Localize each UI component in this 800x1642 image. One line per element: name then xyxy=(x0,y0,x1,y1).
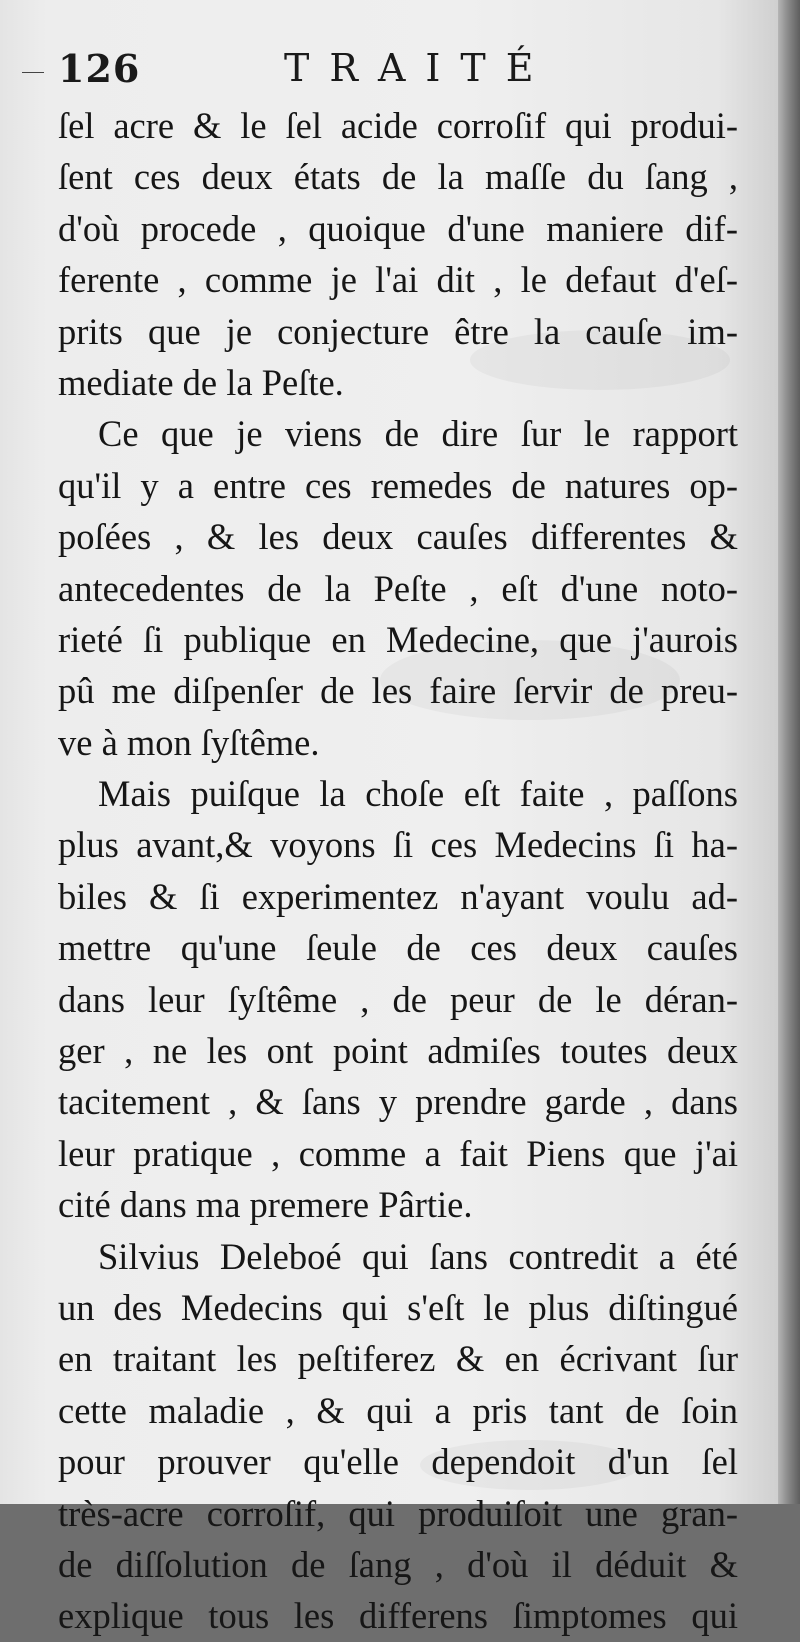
text-line: biles & ſi experimentez n'ayant voulu ad- xyxy=(58,875,738,917)
text-line: un des Medecins qui s'eſt le plus diſtingué xyxy=(58,1286,738,1328)
page-number: 126 xyxy=(58,46,141,91)
text-line: cité dans ma premere Pârtie. xyxy=(58,1184,473,1226)
text-line: rieté ſi publique en Medecine, que j'aurois xyxy=(58,618,738,660)
page-header xyxy=(58,40,738,100)
text-line: ſel acre & le ſel acide corroſif qui produi- xyxy=(58,105,738,146)
text-line: mettre qu'une ſeule de ces deux cauſes xyxy=(58,927,738,969)
book-gutter-shadow xyxy=(778,0,800,1504)
text-line: de diſſolution de ſang , d'où il déduit & xyxy=(58,1543,738,1585)
text-line: antecedentes de la Peſte , eſt d'une noto- xyxy=(58,567,738,609)
running-head: TRAITÉ xyxy=(284,46,554,90)
text-line: pour prouver qu'elle dependoit d'un ſel xyxy=(58,1441,738,1483)
text-line: explique tous les differens ſimptomes qui xyxy=(58,1595,738,1637)
margin-mark xyxy=(22,72,44,73)
text-line: très-acre corroſif, qui produiſoit une gran- xyxy=(58,1492,738,1534)
text-line: ſent ces deux états de la maſſe du ſang , xyxy=(58,156,738,198)
paragraph-start: Mais puiſque la choſe eſt faite , paſſons xyxy=(98,773,738,815)
text-line: poſées , & les deux cauſes differentes & xyxy=(58,516,738,558)
text-line: dans leur ſyſtême , de peur de le déran- xyxy=(58,978,738,1020)
body-text xyxy=(58,100,738,1642)
text-line: leur pratique , comme a fait Piens que j'ai xyxy=(58,1132,738,1174)
paragraph-start: Silvius Deleboé qui ſans contredit a été xyxy=(98,1235,738,1277)
text-line: pû me diſpenſer de les faire ſervir de preu- xyxy=(58,670,738,712)
text-line: tacitement , & ſans y prendre garde , dans xyxy=(58,1081,738,1123)
text-line: ferente , comme je l'ai dit , le defaut d'eſ- xyxy=(58,259,738,301)
text-line: qu'il y a entre ces remedes de natures op- xyxy=(58,464,738,506)
text-line: en traitant les peſtiferez & en écrivant ſur xyxy=(58,1338,738,1380)
text-line: plus avant,& voyons ſi ces Medecins ſi ha- xyxy=(58,824,738,866)
paragraph-start: Ce que je viens de dire ſur le rapport xyxy=(98,413,738,455)
text-line: cette maladie , & qui a pris tant de ſoin xyxy=(58,1389,738,1431)
text-line: prits que je conjecture être la cauſe im- xyxy=(58,310,738,352)
text-line: mediate de la Peſte. xyxy=(58,361,344,403)
text-line: d'où procede , quoique d'une maniere dif- xyxy=(58,207,738,249)
text-line: ve à mon ſyſtême. xyxy=(58,721,320,763)
text-line: ger , ne les ont point admiſes toutes deux xyxy=(58,1030,738,1072)
